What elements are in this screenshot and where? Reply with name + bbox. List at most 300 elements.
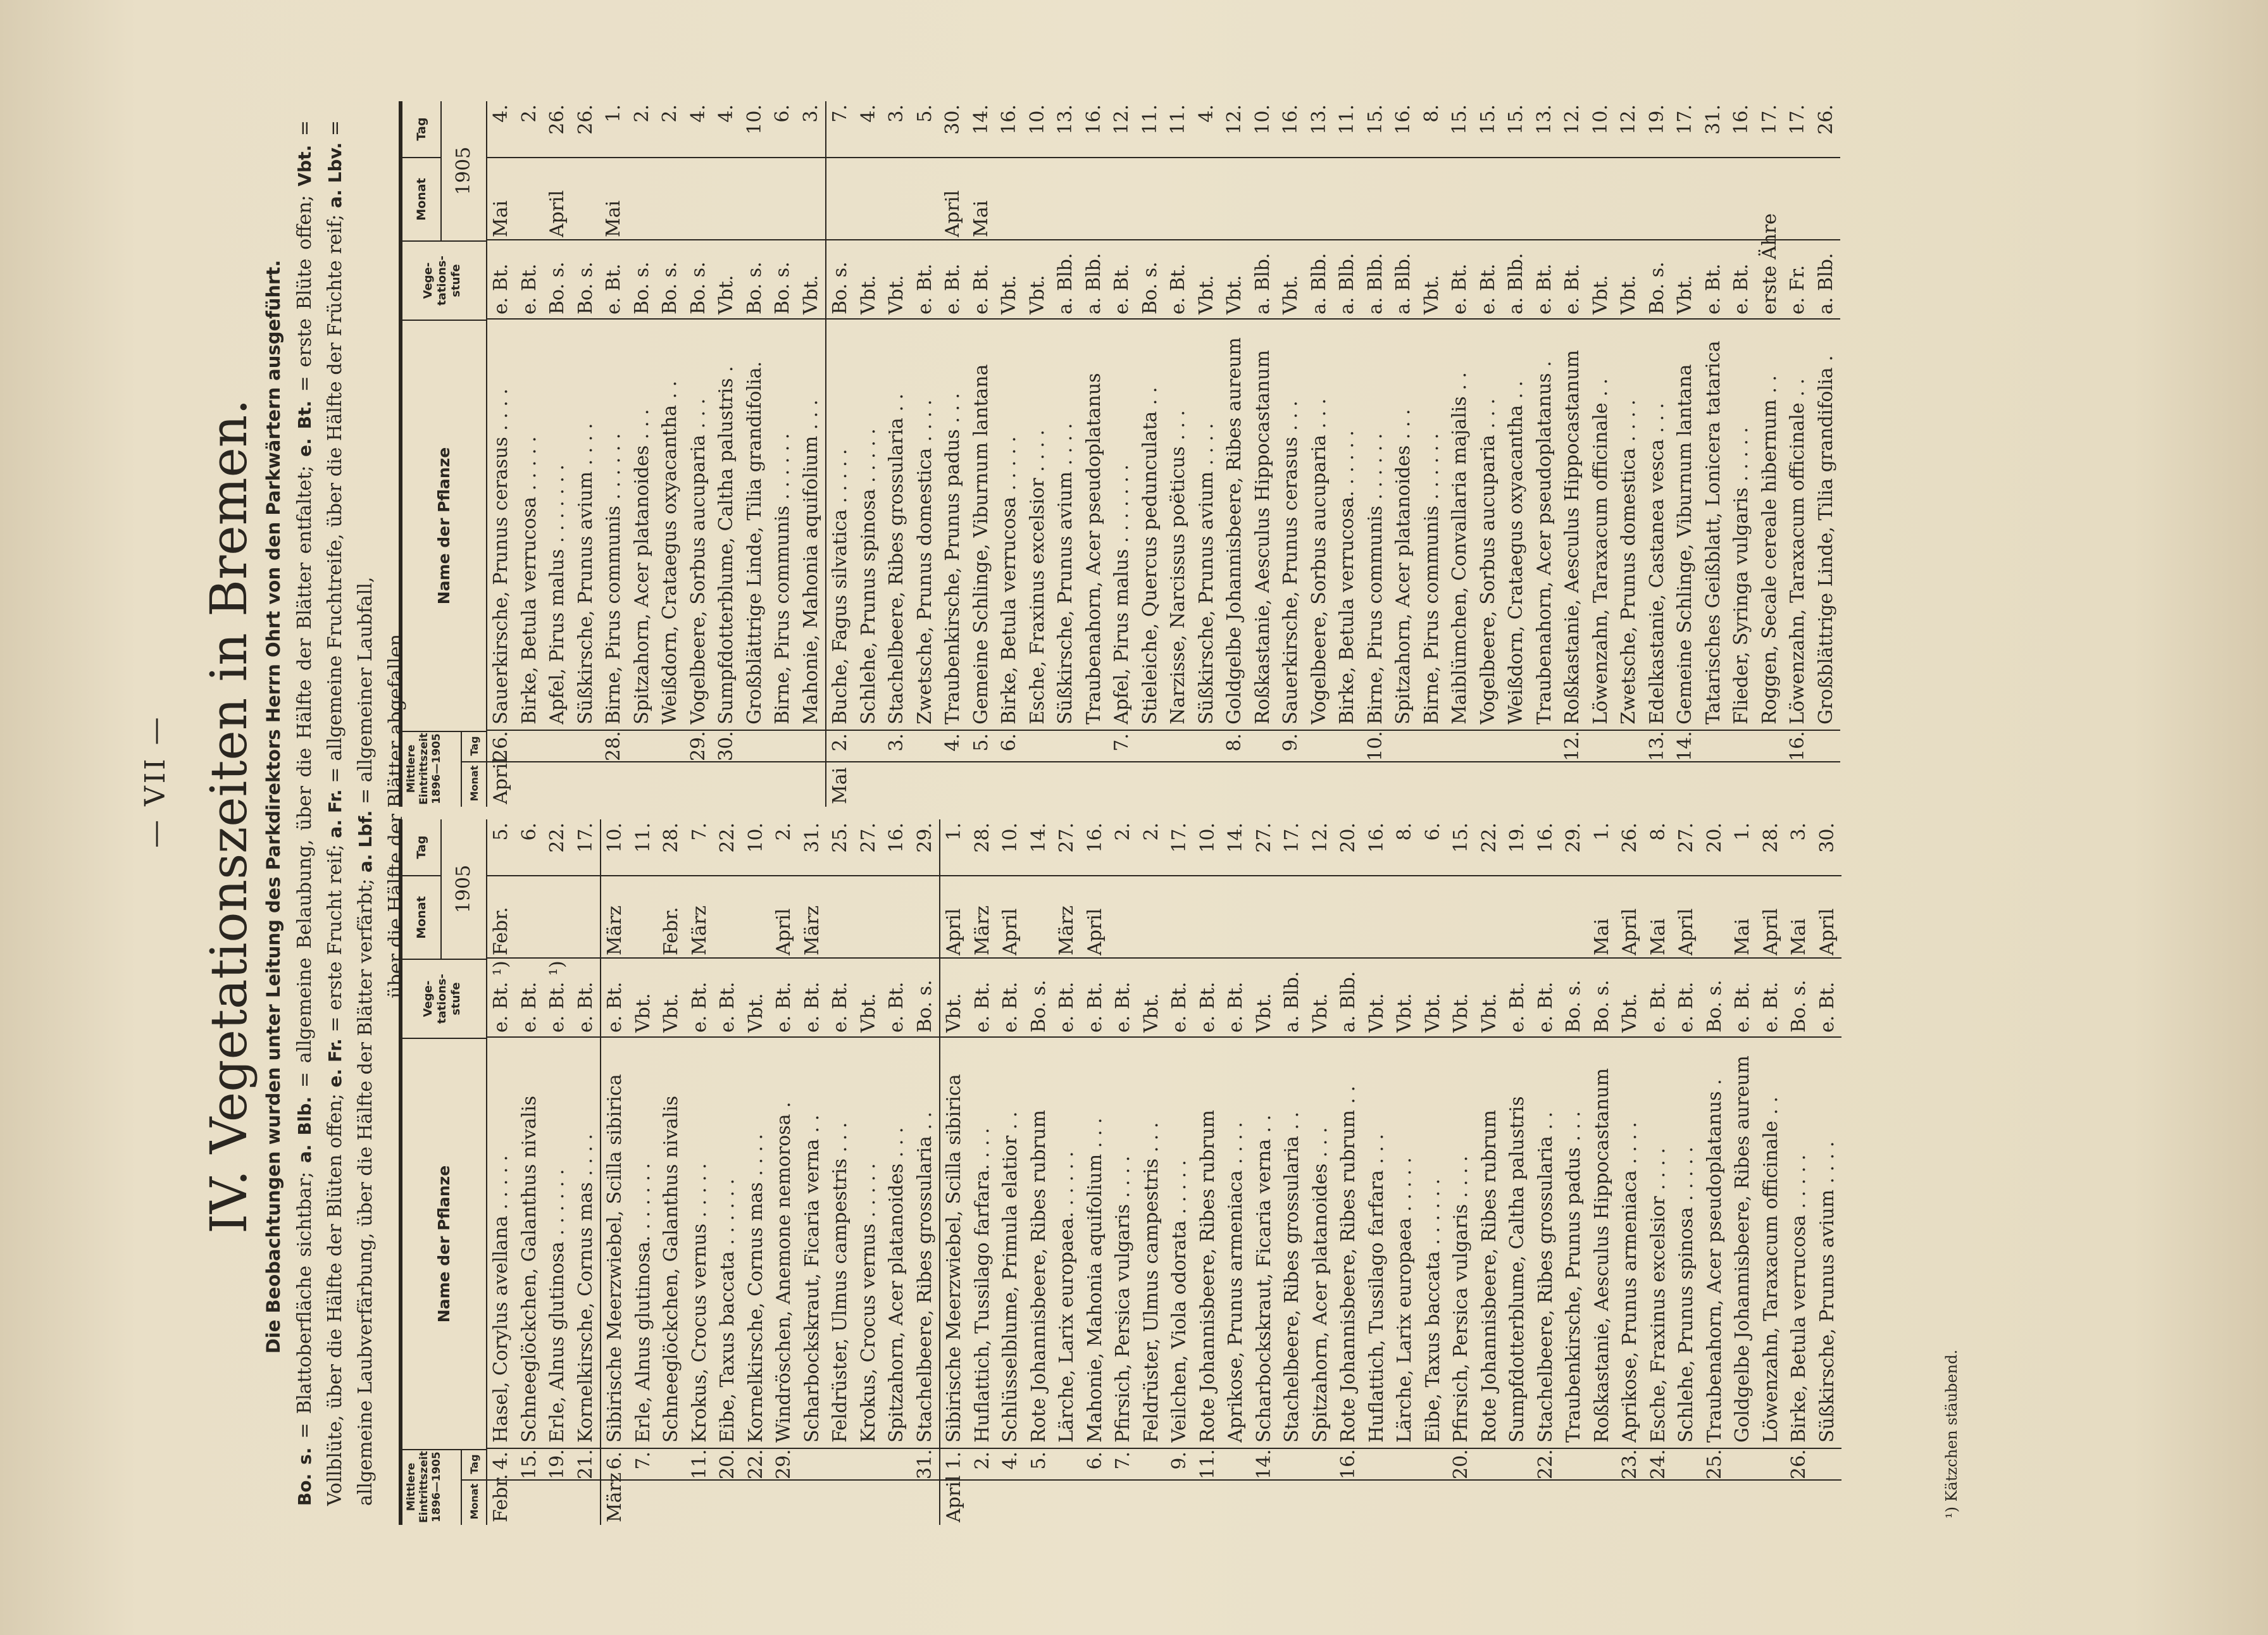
table-row [516,819,544,1525]
mean-day: 31. [913,1449,936,1479]
mean-month: April [490,757,512,804]
plant-name: Sumpfdotterblume, Caltha palustris [1506,1096,1528,1443]
plant-name: Traubenahorn, Acer pseudoplatanus . [1533,361,1555,724]
plant-name: Spitzahorn, Acer platanoides . . . [1309,1127,1331,1443]
day-1905: 16. [1280,104,1302,135]
day-1905: 17. [1168,823,1190,853]
day-1905: 17. [1281,823,1303,853]
table-row [1138,819,1166,1525]
month-1905: Febr. [660,907,682,955]
stage: Bo. s. [546,261,568,314]
table-row [1305,101,1334,807]
plant-name: Vogelbeere, Sorbus aucuparia . . . [1307,398,1330,724]
table-row [1193,101,1221,807]
day-1905: 26. [546,104,568,135]
table-row [1588,819,1617,1525]
mean-day: 23. [1619,1449,1641,1479]
day-1905: 8. [1647,823,1669,841]
day-1905: 15. [1505,104,1527,135]
table-row [1701,819,1729,1525]
plant-name: Birke, Betula verrucosa . . . . . [1788,1154,1810,1443]
plant-name: Lärche, Larix europaea. . . . . . [1056,1151,1078,1443]
mean-day: 4. [999,1452,1021,1470]
stage: Vbt. [744,993,767,1033]
plant-name: Pfirsich, Persica vulgaris . . . . [1450,1155,1472,1443]
plant-name: Erle, Alnus glutinosa . . . . . . [546,1169,568,1443]
plant-name: Krokus, Crocus vernus . . . . . [857,1163,880,1443]
day-1905: 12. [1223,104,1245,135]
stage: e. Bt. [969,263,992,314]
table-row [544,101,572,807]
plant-name: Feldrüster, Ulmus campestris . . . [1140,1122,1162,1443]
plant-name: Süßkirsche, Prunus avium . . . . [574,423,597,724]
plant-name: Mahonie, Mahonia aquifolium . . . [799,399,822,724]
plant-name: Buche, Fagus silvatica . . . . . [829,449,851,724]
table-row [1166,819,1194,1525]
stage: Vbt. [1280,275,1302,314]
mean-day: 15. [518,1449,540,1479]
table-rows-right [487,101,1840,807]
table-row [713,101,741,807]
plant-name: Hasel, Corylus avellana . . . . . [490,1155,512,1443]
stage: e. Bt. [602,263,625,314]
table-row [1335,819,1363,1525]
stage: a. Blb. [1054,252,1076,314]
stage: Vbt. [1365,993,1388,1033]
table-row [1194,819,1223,1525]
day-1905: 8. [1393,823,1416,841]
day-1905: 4. [857,104,880,123]
mean-day: 16. [1786,731,1809,761]
table-row [1025,819,1054,1525]
day-1905: 11. [632,823,654,853]
table-row [995,101,1024,807]
plant-name: Zwetsche, Prunus domestica . . . . [1617,399,1640,724]
mean-day: 16. [1337,1449,1359,1479]
day-1905: 27. [1056,823,1078,853]
stage: Vbt. [1420,275,1443,314]
table-row [1532,819,1561,1525]
table-row [600,101,628,807]
table-row [1616,819,1645,1525]
mean-day: 14. [1252,1449,1275,1479]
stage: a. Blb. [1281,971,1303,1033]
stage: Vbt. [998,275,1020,314]
day-1905: 29. [1562,823,1585,853]
page-title: IV. Vegetationszeiten in Bremen. [199,399,258,1234]
stage: Bo. s. [1788,979,1810,1033]
plant-name: Süßkirsche, Prunus avium . . . . [1816,1141,1838,1443]
table-row [628,101,657,807]
month-1905: April [1083,908,1106,955]
stage: Vbt. [1140,993,1162,1033]
plant-name: Windröschen, Anemone nemorosa . [773,1102,795,1443]
stage: Vbt. [660,993,682,1033]
mean-month: Mai [829,767,851,804]
plant-name: Eibe, Taxus baccata . . . . . . [716,1178,738,1443]
mean-day: 10. [1364,731,1386,761]
month-1905: April [1759,908,1782,955]
table-rows-left [487,819,1841,1525]
stage: e. Bt. [1533,263,1555,314]
plant-name: Edelkastanie, Castanea vesca . . . [1645,402,1668,724]
table-row [883,101,911,807]
mean-day: 24. [1647,1449,1669,1479]
table-row [968,101,996,807]
plant-name: Veilchen, Viola odorata . . . . . [1168,1160,1190,1443]
plant-name: Scharbockskraut, Ficaria verna . . [1252,1114,1275,1443]
plant-name: Narzisse, Narcissus poëticus . . . [1167,410,1189,724]
table-row [1447,819,1476,1525]
table-row [1109,819,1138,1525]
plant-name: Rote Johannisbeere, Ribes rubrum . . [1337,1086,1359,1443]
plant-name: Apfel, Pirus malus . . . . . . . [546,464,568,724]
table-row [997,819,1025,1525]
stage: Vbt. [1223,275,1245,314]
mean-day: 26. [490,731,512,761]
stage: Vbt. [799,275,822,314]
day-1905: 7. [829,104,851,123]
plant-name: Apfel, Pirus malus . . . . . . . [1111,464,1133,724]
mean-day: 19. [546,1449,568,1479]
day-1905: 20. [1703,823,1726,853]
page-number: — VII — [139,714,171,848]
plant-name: Huflattich, Tussilago farfara. . . . [971,1128,994,1443]
stage: Vbt. [857,275,880,314]
mean-day: 6. [1083,1452,1106,1470]
table-left [399,819,1940,1525]
stage: Bo. s. [1645,261,1668,314]
day-1905: 25. [829,823,851,853]
month-1905: März [604,905,626,955]
table-row [939,101,968,807]
stage: e. Bt. [971,981,994,1033]
stage: e. Bt. [1168,981,1190,1033]
stage: Bo. s. [659,261,681,314]
plant-name: Erle, Alnus glutinosa. . . . . . . [632,1163,654,1443]
stage: e. Bt. [1647,981,1669,1033]
table-row [1137,101,1165,807]
day-1905: 2. [773,823,795,841]
day-1905: 14. [1224,823,1247,853]
stage: a. Blb. [1307,252,1330,314]
day-1905: 1. [602,104,625,123]
day-1905: 28. [1759,823,1782,853]
table-row [1222,819,1250,1525]
stage: Vbt. [1026,275,1049,314]
table-row [600,819,630,1525]
plant-name: Aprikose, Prunus armeniaca . . . . [1224,1122,1247,1443]
plant-name: Kornelkirsche, Cornus mas . . . . [744,1133,767,1443]
stage: Vbt. [1393,993,1416,1033]
stage: e. Bt. [1730,263,1752,314]
mean-day: 29. [773,1449,795,1479]
table-row [1333,101,1362,807]
day-1905: 5. [913,104,936,123]
day-1905: 16. [1730,104,1752,135]
table-row [714,819,742,1525]
stage: Vbt. [1589,275,1612,314]
table-row [1671,101,1700,807]
plant-name: Weißdorn, Crataegus oxyacantha . . [1505,380,1527,724]
day-1905: 3. [1788,823,1810,841]
plant-name: Rote Johannisbeere, Ribes rubrum [1196,1110,1219,1443]
day-1905: 2. [659,104,681,123]
header-1905: Monat Tag 1905 [402,819,486,959]
day-1905: 27. [1675,823,1697,853]
mean-day: 2. [971,1452,994,1470]
plant-name: Maiblümchen, Convallaria majalis . . [1449,372,1471,724]
mean-day: 30. [715,731,737,761]
day-1905: 6. [518,823,540,841]
day-1905: 30. [942,104,964,135]
day-1905: 16. [1083,823,1106,853]
day-1905: 12. [1617,104,1640,135]
stage: Vbt. [632,993,654,1033]
plant-name: Süßkirsche, Prunus avium . . . . [1195,423,1218,724]
plant-name: Stachelbeere, Ribes grossularia . . [1281,1111,1303,1443]
plant-name: Krokus, Crocus vernus . . . . . [688,1163,711,1443]
day-1905: 28. [660,823,682,853]
stage: Bo. s. [829,261,851,314]
plant-name: Traubenkirsche, Prunus padus . . . [1562,1111,1585,1443]
day-1905: 28. [971,823,994,853]
stage: e. Bt. [1816,981,1838,1033]
day-1905: 17. [1786,104,1809,135]
month-1905: März [1056,905,1078,955]
plant-name: Roggen, Secale cereale hibernum . . [1758,375,1781,724]
stage: Vbt. [1478,993,1500,1033]
stage: e. Bt. [1731,981,1754,1033]
header-plant-name: Name der Pflanze [402,1038,486,1449]
day-1905: 16. [1392,104,1414,135]
day-1905: 10. [743,104,766,135]
table-row [797,101,826,807]
day-1905: 12. [1561,104,1583,135]
plant-name: Weißdorn, Crataegus oxyacantha . . [659,380,681,724]
day-1905: 1. [943,823,965,841]
stage: e. Bt. [1196,981,1219,1033]
plant-name: Stachelbeere, Ribes grossularia . . [913,1111,936,1443]
plant-name: Aprikose, Prunus armeniaca . . . . [1619,1122,1641,1443]
stage: e. Bt. [773,981,795,1033]
stage: e. Bt. ¹) [490,960,512,1033]
mean-month: März [604,1472,626,1522]
mean-day: 20. [1450,1449,1472,1479]
day-1905: 11. [1167,104,1189,135]
day-1905: 26. [1814,104,1837,135]
mean-day: 6. [998,733,1020,752]
mean-day: 22. [1534,1449,1557,1479]
day-1905: 1. [1590,823,1613,841]
day-1905: 10. [1026,104,1049,135]
month-1905: Mai [490,200,512,237]
day-1905: 7. [688,823,711,841]
stage: Vbt. [1619,993,1641,1033]
stage: e. Bt. [1675,981,1697,1033]
mean-day: 5. [969,733,992,752]
plant-name: Lärche, Larix europaea . . . . . [1393,1157,1416,1443]
stage: Vbt. [857,993,880,1033]
day-1905: 16. [998,104,1020,135]
stage: e. Bt. [1167,263,1189,314]
stage: Bo. s. [743,261,766,314]
header-mean-entry: Mittlere Eintrittszeit 1896—1905 Monat Tag [402,731,486,807]
table-row [826,819,855,1525]
plant-name: Esche, Fraxinus excelsior . . . . [1026,430,1049,724]
plant-name: Scharbockskraut, Ficaria verna . . [801,1114,823,1443]
stage: Vbt. [885,275,907,314]
mean-day: 3. [885,733,907,752]
day-1905: 26. [1619,823,1641,853]
month-1905: März [801,905,823,955]
plant-name: Spitzahorn, Acer platanoides . . . [1392,409,1414,724]
mean-day: 7. [1112,1452,1134,1470]
month-1905: April [943,908,965,955]
stage: Bo. s. [1562,979,1585,1033]
plant-name: Schneeglöckchen, Galanthus nivalis [518,1095,540,1443]
stage: a. Blb. [1336,252,1358,314]
stage: a. Blb. [1814,252,1837,314]
day-1905: 13. [1533,104,1555,135]
day-1905: 4. [1195,104,1218,123]
day-1905: 10. [1589,104,1612,135]
table-row [1250,819,1279,1525]
table-row [572,819,601,1525]
plant-name: Schneeglöckchen, Galanthus nivalis [660,1095,682,1443]
day-1905: 22. [716,823,738,853]
month-1905: Mai [969,200,992,237]
stage: erste Ähre [1758,213,1781,314]
day-1905: 5. [490,823,512,841]
table-row [1502,101,1531,807]
table-row [911,101,940,807]
month-1905: März [688,905,711,955]
month-1905: April [1619,908,1641,955]
day-1905: 12. [1309,823,1331,853]
plant-name: Traubenkirsche, Prunus padus . . . [942,393,964,724]
table-row [1391,819,1419,1525]
mean-day: 11. [688,1449,711,1479]
plant-name: Birke, Betula verrucosa . . . . . [518,436,540,724]
mean-day: 4. [942,733,964,752]
plant-name: Gemeine Schlinge, Viburnum lantana [1674,364,1696,724]
intro-line: Die Beobachtungen wurden unter Leitung des Parkdirektors Herrn Ohrt von den Parkwärtern ausgeführt. [263,259,284,1354]
table-row [1474,101,1503,807]
header-mean-entry: Mittlere Eintrittszeit 1896—1905 Monat Tag [402,1449,486,1525]
day-1905: 10. [999,823,1021,853]
table-row [1504,819,1532,1525]
stage: Vbt. [1309,993,1331,1033]
plant-name: Roßkastanie, Aesculus Hippocastanum [1561,350,1583,724]
stage: e. Bt. [801,981,823,1033]
day-1905: 10. [1251,104,1274,135]
plant-name: Goldgelbe Johannisbeere, Ribes aureum [1731,1055,1754,1443]
stage: Vbt. [1195,275,1218,314]
day-1905: 30. [1816,823,1838,853]
mean-day: 25. [1703,1449,1726,1479]
month-1905: Mai [1590,918,1613,955]
table-row [1221,101,1249,807]
table-row [686,819,714,1525]
plant-name: Birne, Pirus communis . . . . . . [602,433,625,724]
day-1905: 4. [715,104,737,123]
month-1905: März [971,905,994,955]
day-1905: 17. [1674,104,1696,135]
month-1905: April [546,190,568,237]
day-1905: 15. [1450,823,1472,853]
day-1905: 17. [574,823,597,853]
stage: e. Bt. [829,981,851,1033]
table-row [685,101,713,807]
day-1905: 2. [630,104,653,123]
stage: e. Bt. [1056,981,1078,1033]
table-row [1390,101,1418,807]
plant-name: Goldgelbe Johannisbeere, Ribes aureum [1223,337,1245,724]
mean-day: 12. [1561,731,1583,761]
day-1905: 16. [1365,823,1388,853]
plant-name: Sibirische Meerzwiebel, Scilla sibirica [943,1074,965,1443]
stage: a. Blb. [1337,971,1359,1033]
month-1905: April [942,190,964,237]
plant-name: Pfirsich, Persica vulgaris . . . . [1112,1155,1134,1443]
day-1905: 3. [799,104,822,123]
stage: Vbt. [1450,993,1472,1033]
plant-name: Sauerkirsche, Prunus cerasus . . . [1280,401,1302,724]
plant-name: Birke, Betula verrucosa . . . . . [998,436,1020,724]
mean-day: 7. [1111,733,1133,752]
table-row [1446,101,1474,807]
day-1905: 20. [1337,823,1359,853]
stage: Vbt. [943,993,965,1033]
day-1905: 12. [1111,104,1133,135]
stage: e. Bt. [604,981,626,1033]
day-1905: 15. [1364,104,1386,135]
day-1905: 6. [771,104,794,123]
day-1905: 31. [801,823,823,853]
table-row [1559,101,1587,807]
table-row [1418,101,1447,807]
table-row [1757,819,1786,1525]
plant-name: Schlehe, Prunus spinosa . . . . . [857,428,880,724]
table-row [741,101,770,807]
header-plant-name: Name der Pflanze [402,320,486,731]
stage: e. Bt. ¹) [546,960,568,1033]
mean-day: 11. [1196,1449,1219,1479]
plant-name: Schlehe, Prunus spinosa . . . . . [1675,1147,1697,1443]
rotated-page-content [133,89,2126,1544]
day-1905: 26. [574,104,597,135]
table-header [402,819,487,1525]
month-1905: April [773,908,795,955]
plant-name: Birne, Pirus communis . . . . . . [771,433,794,724]
table-row [1645,819,1673,1525]
mean-day: 21. [574,1449,597,1479]
table-row [1615,101,1643,807]
month-1905: April [999,908,1021,955]
table-row [1052,101,1080,807]
table-row [656,101,685,807]
stage: e. Bt. [1476,263,1499,314]
table-row [770,819,799,1525]
mean-day: 1. [943,1452,965,1470]
plant-name: Huflattich, Tussilago farfara . . . [1365,1133,1388,1443]
table-row [883,819,911,1525]
day-1905: 17. [1758,104,1781,135]
stage: e. Bt. [1111,263,1133,314]
plant-name: Roßkastanie, Aesculus Hippocastanum [1251,350,1274,724]
month-1905: April [1675,908,1697,955]
